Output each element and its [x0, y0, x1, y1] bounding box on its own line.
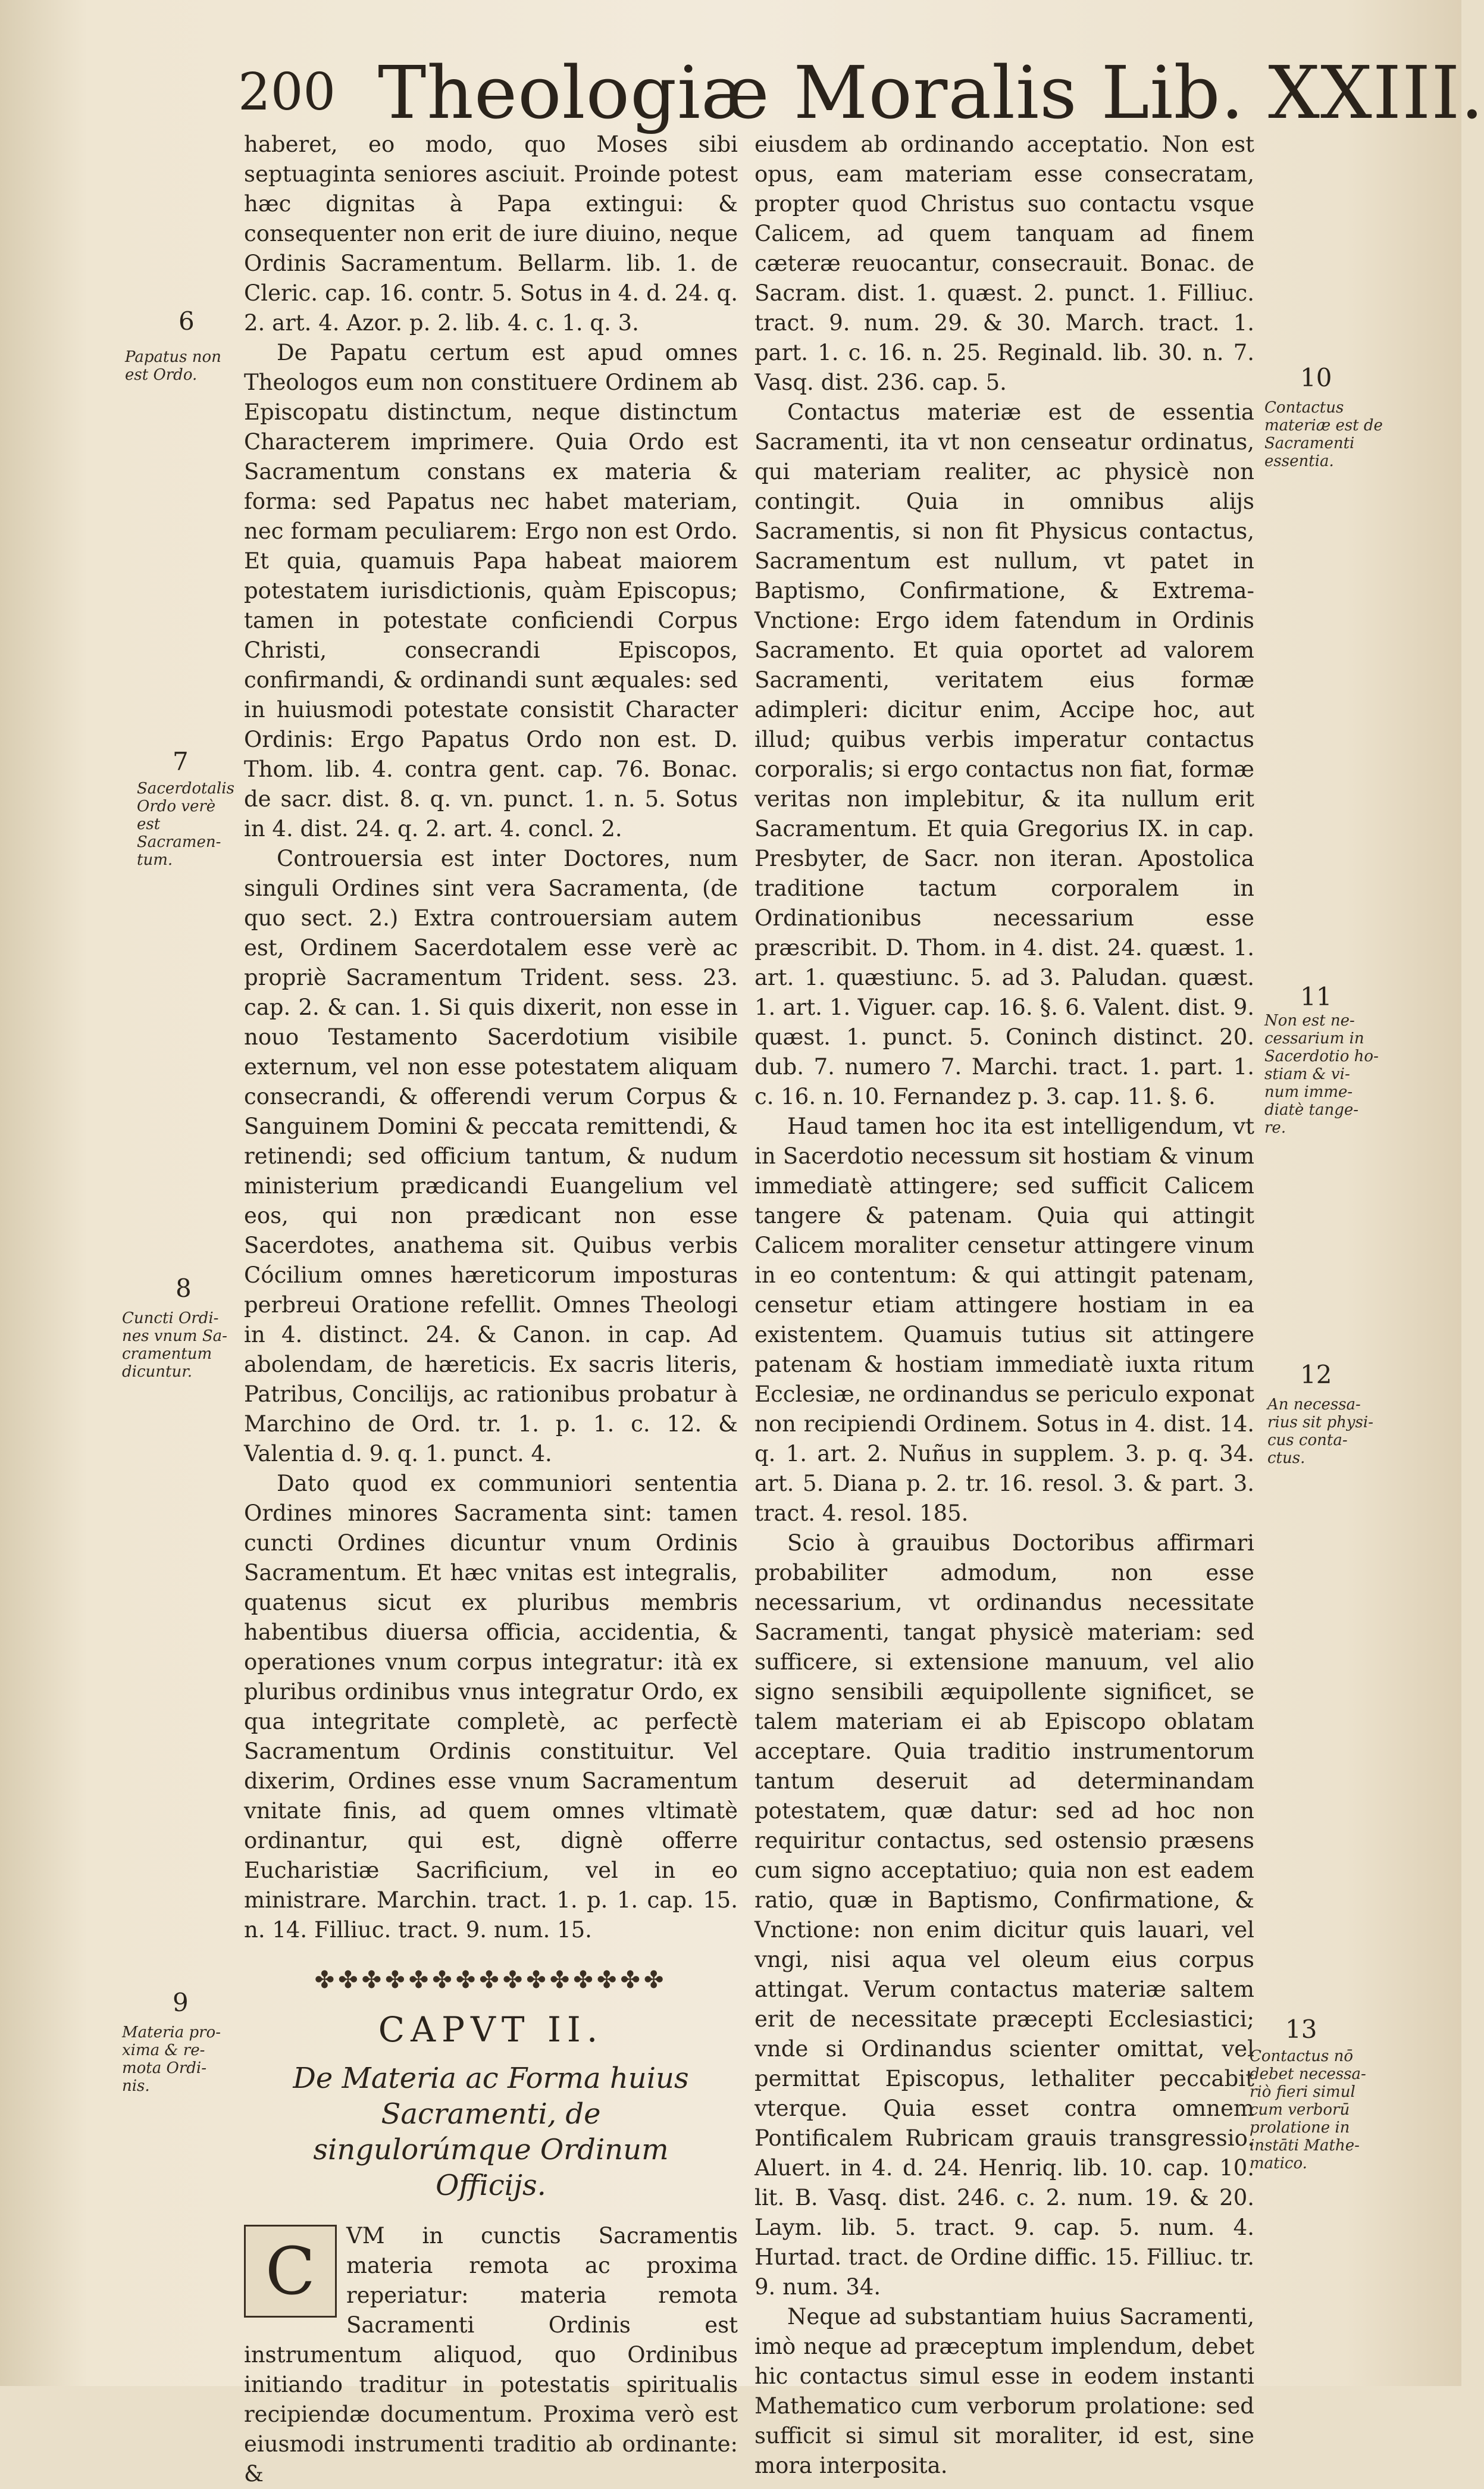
- margin-note-8: Cuncti Ordi- nes vnum Sa- cramentum dicuntur.: [122, 1309, 227, 1381]
- paragraph-number-6: 6: [179, 307, 195, 336]
- margin-note-12: An necessa- rius sit physi- cus conta- ctus.: [1267, 1396, 1373, 1467]
- left-column: [244, 130, 738, 2489]
- paragraph-10: Contactus materiæ est de essentia Sacramenti, ita vt non censeatur ordinatus, qui materiam realiter, ac physicè non contingit. Quia in omnibus alijs Sacramentis, si non fit Physicus contactus, Sacramentum est nullum, vt patet in Baptismo, Confirmatione, & Extrema-Vnctione: Ergo idem fatendum in Ordinis Sacramento. Et quia oportet ad valorem Sacramenti, veritatem eius formæ adimpleri: dicitur enim, Accipe hoc, aut illud; quibus verbis imperatur contactus corporalis; si ergo contactus non fiat, formæ veritas non implebitur, & ita nullum erit Sacramentum. Et quia Gregorius IX. in cap. Presbyter, de Sacr. non iteran. Apostolica traditione tactum corporalem in Ordinationibus necessarium esse præscribit. D. Thom. in 4. dist. 24. quæst. 1. art. 1. quæstiunc. 5. ad 3. Paludan. quæst. 1. art. 1. Viguer. cap. 16. §. 6. Valent. dist. 9. quæst. 1. punct. 5. Coninch distinct. 20. dub. 7. numero 7. Marchi. tract. 1. part. 1. c. 16. n. 10. Fernandez p. 3. cap. 11. §. 6.: [754, 399, 1254, 1109]
- paragraph-7: Controuersia est inter Doctores, num singuli Ordines sint vera Sacramenta, (de quo sect. 2.) Extra controuersiam autem est, Ordinem Sacerdotalem esse verè ac propriè Sacramentum Trident. sess. 23. cap. 2. & can. 1. Si quis dixerit, non esse in nouo Testamento Sacerdotium visibile externum, vel non esse potestatem aliquam consecrandi, & offerendi verum Corpus & Sanguinem Domini & peccata remittendi, & retinendi; sed officium tantum, & nudum ministerium prædicandi Euangelium vel eos, qui non prædicant non esse Sacerdotes, anathema sit. Quibus verbis Cócilium omnes hæreticorum imposturas perbreui Oratione refellit. Omnes Theologi in 4. distinct. 24. & Canon. in cap. Ad abolendam, de hæreticis. Ex sacris literis, Patribus, Concilijs, ac rationibus probatur à Marchino de Ord. tr. 1. p. 1. c. 12. & Valentia d. 9. q. 1. punct. 4.: [244, 846, 738, 1466]
- paragraph-11: Haud tamen hoc ita est intelligendum, vt in Sacerdotio necessum sit hostiam & vinum immediatè attingere; sed sufficit Calicem tangere & patenam. Quia qui attingit Calicem moraliter censetur attingere vinum in eo contentum: & qui attingit patenam, censetur etiam attingere hostiam in ea existentem. Quamuis tutius sit attingere patenam & hostiam immediatè iuxta ritum Ecclesiæ, ne ordinandus se periculo exponat non recipiendi Ordinem. Sotus in 4. dist. 14. q. 1. art. 2. Nuñus in supplem. 3. p. q. 34. art. 5. Diana p. 2. tr. 16. resol. 3. & part. 3. tract. 4. resol. 185.: [754, 1114, 1254, 1526]
- paragraph-number-11: 11: [1300, 982, 1332, 1011]
- paragraph-number-10: 10: [1300, 363, 1332, 392]
- paragraph-5-tail: haberet, eo modo, quo Moses sibi septuaginta seniores asciuit. Proinde potest hæc dignitas à Papa extingui: & consequenter non erit de iure diuino, neque Ordinis Sacramentum. Bellarm. lib. 1. de Cleric. cap. 16. contr. 5. Sotus in 4. d. 24. q. 2. art. 4. Azor. p. 2. lib. 4. c. 1. q. 3.: [244, 132, 738, 336]
- paragraph-number-9: 9: [173, 1988, 189, 2017]
- margin-note-9: Materia pro- xima & re- mota Ordi- nis.: [122, 2024, 221, 2095]
- margin-note-7: Sacerdotalis Ordo verè est Sacramen- tum.: [137, 780, 234, 869]
- paragraph-8: Dato quod ex communiori sententia Ordines minores Sacramenta sint: tamen cuncti Ordines dicuntur vnum Ordinis Sacramentum. Et hæc vnitas est integralis, quatenus sicut ex pluribus membris habentibus diuersa officia, accidentia, & operationes vnum corpus integratur: ità ex pluribus ordinibus vnus integratur Ordo, ex qua integritate completè, ac perfectè Sacramentum Ordinis constituitur. Vel dixerim, Ordines esse vnum Sacramentum vnitate finis, ad quem omnes vltimatè ordinantur, qui est, dignè offerre Eucharistiæ Sacrificium, vel in eo ministrare. Marchin. tract. 1. p. 1. cap. 15. n. 14. Filliuc. tract. 9. num. 15.: [244, 1471, 738, 1943]
- chapter-opening: [244, 2221, 738, 2489]
- paragraph-number-13: 13: [1285, 2015, 1317, 2044]
- paragraph-12: Scio à grauibus Doctoribus affirmari probabiliter admodum, non esse necessarium, vt ordinandus necessitate Sacramenti, tangat physicè materiam: sed sufficere, si extensione manuum, vel alio signo sensibili æquipollente significet, se talem materiam ei ab Episcopo oblatam acceptare. Quia traditio instrumentorum tantum deseruit ad determinandam potestatem, quæ datur: sed ad hoc non requiritur contactus, sed ostensio præsens cum signo acceptatiuo; quia non est eadem ratio, quæ in Baptismo, Confirmatione, & Vnctione: non enim dicitur quis lauari, vel vngi, nisi aqua vel oleum eius corpus attingat. Verum contactus materiæ saltem erit de necessitate præcepti Ecclesiastici; vnde si Ordinandus scienter omittat, vel permittat Episcopus, lethaliter peccabit vterque. Quia esset contra omnem Pontificalem Rubricam grauis transgressio. Aluert. in 4. d. 24. Henriq. lib. 10. cap. 10. lit. B. Vasq. dist. 246. c. 2. num. 19. & 20. Laym. lib. 5. tract. 9. cap. 5. num. 4. Hurtad. tract. de Ordine diffic. 15. Filliuc. tr. 9. num. 34.: [754, 1530, 1254, 2300]
- chapter-heading: CAPVT II.: [378, 2009, 604, 2050]
- running-header: [238, 51, 1484, 135]
- right-column: [754, 130, 1254, 2481]
- margin-note-6: Papatus non est Ordo.: [125, 348, 221, 384]
- paragraph-9: VM in cunctis Sacramentis materia remota ac proxima reperiatur: materia remota Sacramenti Ordinis est instrumentum aliquod, quo Ordinibus initiando traditur in potestatis spiritualis recipiendæ documentum. Proxima verò est eiusmodi instrumenti traditio ab ordinante: &: [244, 2223, 738, 2487]
- margin-note-10: Contactus materiæ est de Sacramenti essentia.: [1264, 399, 1383, 470]
- paragraph-number-8: 8: [176, 1274, 192, 1303]
- page-number: 200: [238, 62, 336, 122]
- margin-note-13: Contactus nō debet necessa- riò fieri simul cum verborū prolatione in instāti Mathe- matico.: [1250, 2047, 1366, 2172]
- paragraph-number-7: 7: [173, 747, 189, 776]
- paragraph-number-12: 12: [1300, 1360, 1332, 1389]
- paragraph-9-continued: eiusdem ab ordinando acceptatio. Non est opus, eam materiam esse consecratam, propter quod Christus suo contactu vsque Calicem, ad quem tanquam ad finem cæteræ reuocantur, consecrauit. Bonac. de Sacram. dist. 1. quæst. 2. punct. 1. Filliuc. tract. 9. num. 29. & 30. March. tract. 1. part. 1. c. 16. n. 25. Reginald. lib. 30. n. 7. Vasq. dist. 236. cap. 5.: [754, 132, 1254, 395]
- margin-note-11: Non est ne- cessarium in Sacerdotio ho- stiam & vi- num imme- diatè tange- re.: [1264, 1012, 1379, 1137]
- chapter-subtitle: De Materia ac Forma huius Sacramenti, de singulorúmque Ordinum Officijs.: [293, 2062, 689, 2202]
- paragraph-13: Neque ad substantiam huius Sacramenti, imò neque ad præceptum implendum, debet hic contactus simul esse in eodem instanti Mathematico cum verborum prolatione: sed sufficit si simul sit moraliter, id est, sine mora interposita.: [754, 2304, 1254, 2478]
- running-title: Theologiæ Moralis Lib. XXIII.: [378, 51, 1484, 135]
- drop-cap: C: [244, 2225, 337, 2318]
- paragraph-6: De Papatu certum est apud omnes Theologos eum non constituere Ordinem ab Episcopatu distinctum, neque distinctum Characterem imprimere. Quia Ordo est Sacramentum constans ex materia & forma: sed Papatus nec habet materiam, nec formam peculiarem: Ergo non est Ordo. Et quia, quamuis Papa habeat maiorem potestatem iurisdictionis, quàm Episcopus; tamen in potestate conficiendi Corpus Christi, consecrandi Episcopos, confirmandi, & ordinandi sunt æquales: sed in huiusmodi potestate consistit Character Ordinis: Ergo Papatus Ordo non est. D. Thom. lib. 4. contra gent. cap. 76. Bonac. de sacr. dist. 8. q. vn. punct. 1. n. 5. Sotus in 4. dist. 24. q. 2. art. 4. concl. 2.: [244, 340, 738, 842]
- fleuron-ornament: ✤✤✤✤✤✤✤✤✤✤✤✤✤✤✤: [314, 1966, 668, 1994]
